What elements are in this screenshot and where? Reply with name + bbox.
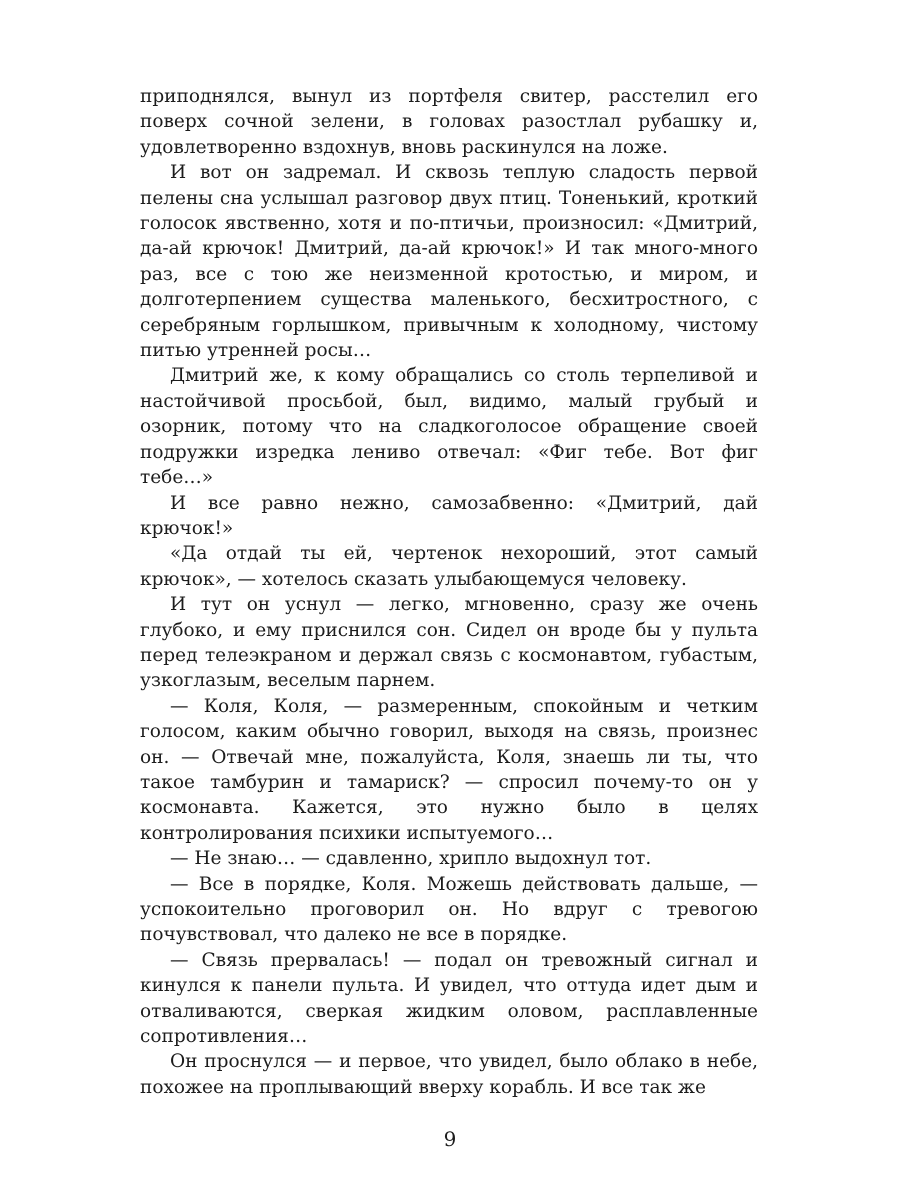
paragraph: И все равно нежно, самозабвенно: «Дмитрий, дай крючок!» (140, 492, 758, 539)
paragraph: — Не знаю… — сдавленно, хрипло выдохнул тот. (170, 848, 652, 870)
page-body (140, 84, 758, 1104)
paragraph: — Связь прервалась! — подал он тревожный сигнал и кинулся к панели пульта. И увидел, что оттуда идет дым и отваливаются, сверкая жидким оловом, расплавленные сопротивления… (140, 949, 758, 1048)
paragraph: — Коля, Коля, — размеренным, спокойным и четким голосом, каким обычно говорил, выходя на связь, произнес он. — Отвечай мне, пожалуйста, Коля, знаешь ли ты, что такое тамбурин и тамариск? — спросил почему-то он у космонавта. Кажется, это нужно было в целях контролирования психики испытуемого… (140, 695, 758, 844)
paragraph: Он проснулся — и первое, что увидел, было облако в небе, похожее на проплывающий вверху корабль. И все так же (140, 1051, 758, 1098)
paragraph: «Да отдай ты ей, чертенок нехороший, этот самый крючок», — хотелось сказать улыбающемуся человеку. (140, 543, 758, 590)
paragraph: И тут он уснул — легко, мгновенно, сразу же очень глубоко, и ему приснился сон. Сидел он вроде бы у пульта перед телеэкраном и держал связь с космонавтом, губастым, узкоглазым, веселым парнем. (140, 594, 758, 692)
paragraph: — Все в порядке, Коля. Можешь действовать дальше, — успокоительно проговорил он. Но вдруг с тревогою почувствовал, что далеко не все в порядке. (140, 873, 758, 946)
page-number: 9 (443, 1127, 457, 1151)
paragraph: Дмитрий же, к кому обращались со столь терпеливой и настойчивой просьбой, был, видимо, малый грубый и озорник, потому что на сладкоголосое обращение своей подружки изредка лениво отвечал: «Фиг тебе. Вот фиг тебе…» (140, 365, 758, 489)
paragraph: И вот он задремал. И сквозь теплую сладость первой пелены сна услышал разговор двух птиц. Тоненький, кроткий голосок явственно, хотя и по-птичьи, произносил: «Дмитрий, да-ай крючок! Дмитрий, да-ай крючок!» И так много-много раз, все с тою же неизменной кротостью, и миром, и долготерпением существа маленького, бесхитростного, с серебряным горлышком, привычным к холодному, чистому питью утренней росы… (140, 162, 758, 362)
paragraph: приподнялся, вынул из портфеля свитер, расстелил его поверх сочной зелени, в головах разостлал рубашку и, удовлетворенно вздохнув, вновь раскинулся на ложе. (140, 86, 758, 158)
